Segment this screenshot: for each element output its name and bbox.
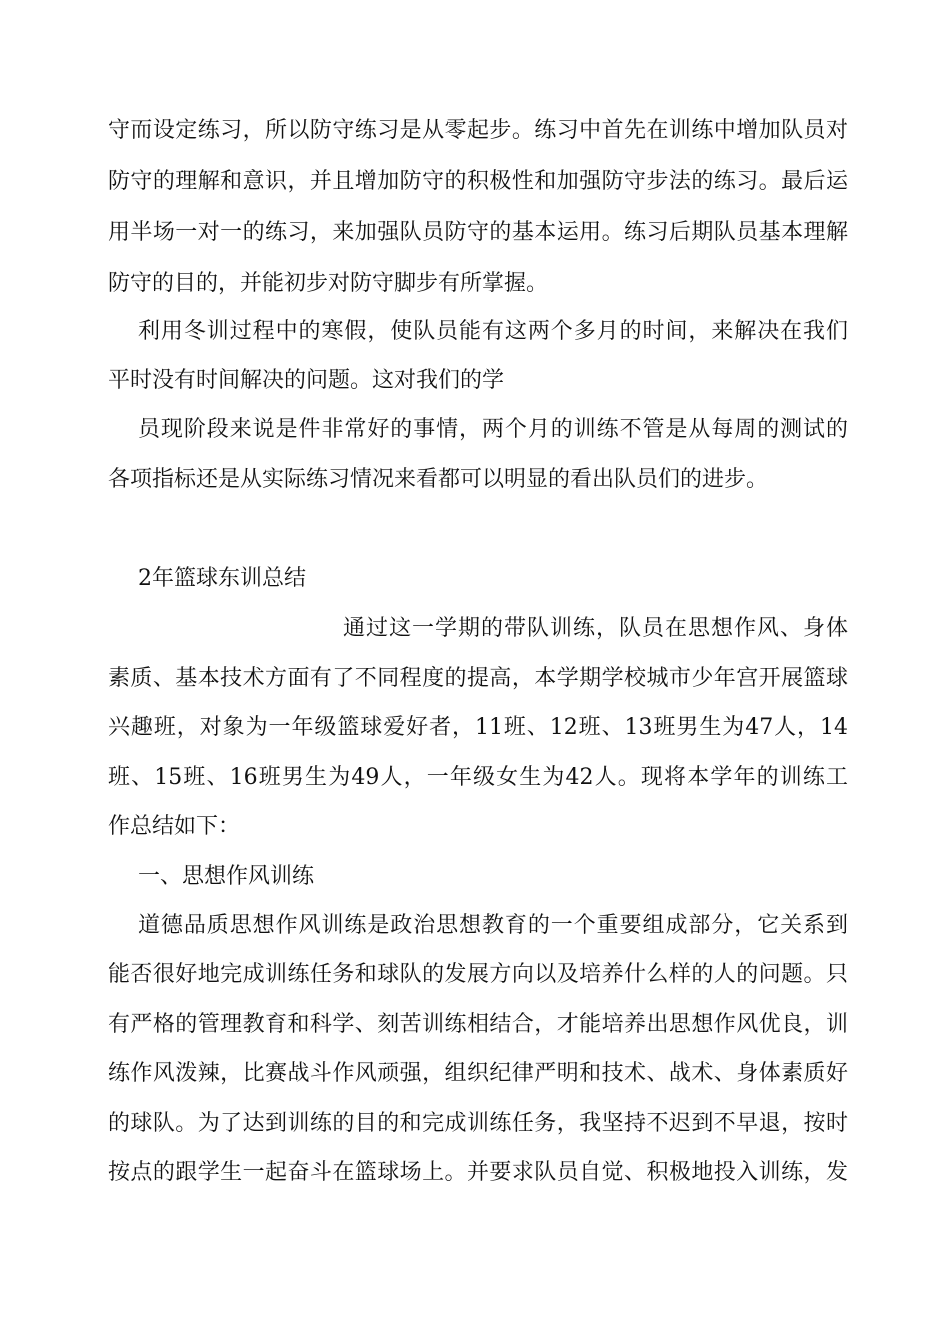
- paragraph-line: 道德品质思想作风训练是政治思想教育的一个重要组成部分，它关系到: [138, 913, 848, 938]
- paragraph-line: 作总结如下：: [108, 814, 241, 839]
- paragraph-line: 练作风泼辣，比赛战斗作风顽强，组织纪律严明和技术、战术、身体素质好: [108, 1061, 848, 1086]
- paragraph-line: 平时没有时间解决的问题。这对我们的学: [108, 368, 505, 393]
- paragraph-line: 防守的目的，并能初步对防守脚步有所掌握。: [108, 271, 549, 296]
- paragraph-line: 按点的跟学生一起奋斗在篮球场上。并要求队员自觉、积极地投入训练，发: [108, 1160, 848, 1185]
- paragraph-line: 守而设定练习，所以防守练习是从零起步。练习中首先在训练中增加队员对: [108, 118, 848, 143]
- paragraph-line: 的球队。为了达到训练的目的和完成训练任务，我坚持不迟到不早退，按时: [108, 1111, 848, 1136]
- paragraph-line: 素质、基本技术方面有了不同程度的提高，本学期学校城市少年宫开展篮球: [108, 666, 848, 691]
- section-heading: 一、思想作风训练: [138, 864, 315, 889]
- paragraph-line: 有严格的管理教育和科学、刻苦训练相结合，才能培养出思想作风优良，训: [108, 1012, 848, 1037]
- paragraph-line: 用半场一对一的练习，来加强队员防守的基本运用。练习后期队员基本理解: [108, 220, 848, 245]
- paragraph-line: 利用冬训过程中的寒假，使队员能有这两个多月的时间，来解决在我们: [138, 319, 848, 344]
- paragraph-line: 员现阶段来说是件非常好的事情，两个月的训练不管是从每周的测试的: [138, 417, 848, 442]
- paragraph-line: 通过这一学期的带队训练，队员在思想作风、身体: [343, 616, 848, 641]
- section-title: 2年篮球东训总结: [138, 566, 306, 591]
- paragraph-line: 各项指标还是从实际练习情况来看都可以明显的看出队员们的进步。: [108, 467, 769, 492]
- paragraph-line: 班、15班、16班男生为49人，一年级女生为42人。现将本学年的训练工: [108, 765, 848, 790]
- paragraph-line: 兴趣班，对象为一年级篮球爱好者，11班、12班、13班男生为47人，14: [108, 715, 848, 740]
- paragraph-line: 能否很好地完成训练任务和球队的发展方向以及培养什么样的人的问题。只: [108, 962, 848, 987]
- paragraph-line: 防守的理解和意识，并且增加防守的积极性和加强防守步法的练习。最后运: [108, 169, 848, 194]
